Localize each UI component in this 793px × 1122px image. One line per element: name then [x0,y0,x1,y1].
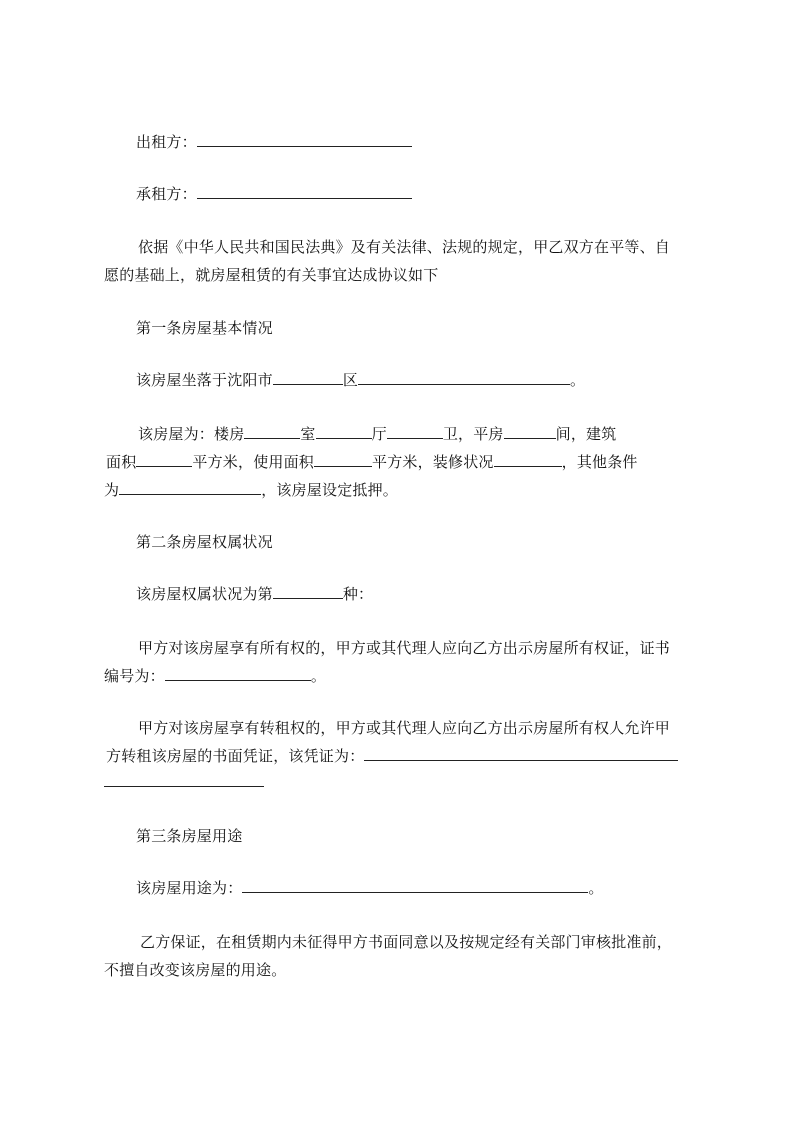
rooms-blank[interactable] [244,424,300,439]
use-end: 。 [588,879,604,897]
status-type-blank[interactable] [273,584,343,599]
article3-heading: 第三条房屋用途 [136,827,243,845]
status-prefix: 该房屋权属状况为第 [136,585,273,603]
lessor-label: 出租方： [136,133,197,151]
desc-line-2 [106,452,706,472]
guarantee-line-2: 不擅自改变该房屋的用途。 [104,961,287,979]
desc-text: 间，建筑 [555,425,617,443]
article2-heading: 第二条房屋权属状况 [136,533,273,551]
city-district-blank[interactable] [273,370,343,385]
decoration-blank[interactable] [494,452,562,467]
ownership-line-1: 甲方对该房屋享有所有权的，甲方或其代理人应向乙方出示房屋所有权证，证书 [138,639,671,657]
desc-text: 平方米，使用面积 [192,453,315,471]
address-blank[interactable] [358,370,570,385]
location-prefix: 该房屋坐落于沈阳市 [136,371,273,389]
use-blank[interactable] [242,878,588,893]
voucher-blank[interactable] [364,746,678,761]
desc-text: 平方米，装修状况 [372,453,494,471]
ownership-line-2 [104,666,704,686]
cert-end: 。 [310,667,327,685]
sublet-line-1: 甲方对该房屋享有转租权的，甲方或其代理人应向乙方出示房屋所有权人允许甲 [138,719,671,737]
voucher-label: 方转租该房屋的书面凭证，该凭证为： [106,747,365,765]
location-end: 。 [570,371,586,389]
cert-label: 编号为： [104,667,165,685]
lessee-blank[interactable] [197,184,412,199]
guarantee-line-1: 乙方保证，在租赁期内未征得甲方书面同意以及按规定经有关部门审核批准前， [140,933,673,951]
intro-line-1: 依据《中华人民共和国民法典》及有关法律、法规的规定，甲乙双方在平等、自 [138,238,671,256]
cert-number-blank[interactable] [165,666,311,681]
desc-line-1 [138,424,738,444]
use-line [136,878,736,898]
desc-text: 为 [104,481,120,499]
desc-text: 厅 [371,425,387,443]
desc-line-3 [104,480,704,500]
desc-text: 室 [300,425,316,443]
desc-text: 卫，平房 [442,425,504,443]
building-area-blank[interactable] [136,452,192,467]
halls-blank[interactable] [316,424,372,439]
desc-text: 面积 [106,453,137,471]
lessee-label: 承租方： [136,185,197,203]
status-line [136,584,736,604]
bungalow-rooms-blank[interactable] [504,424,556,439]
status-suffix: 种： [342,585,374,603]
desc-text: ，该房屋设定抵押。 [261,481,399,499]
sublet-line-3 [104,772,704,792]
lessee-line [136,184,736,204]
desc-text: ，其他条件 [561,453,638,471]
lessor-blank[interactable] [197,132,412,147]
baths-blank[interactable] [387,424,443,439]
article1-heading: 第一条房屋基本情况 [136,319,273,337]
usable-area-blank[interactable] [314,452,372,467]
desc-text: 该房屋为：楼房 [138,425,245,443]
intro-line-2: 愿的基础上，就房屋租赁的有关事宜达成协议如下 [104,266,439,284]
other-conditions-blank[interactable] [119,480,261,495]
location-line [136,370,736,390]
lessor-line [136,132,736,152]
district-label: 区 [342,371,359,389]
sublet-line-2 [106,746,706,766]
voucher-blank-continued[interactable] [104,772,264,787]
use-label: 该房屋用途为： [136,879,243,897]
